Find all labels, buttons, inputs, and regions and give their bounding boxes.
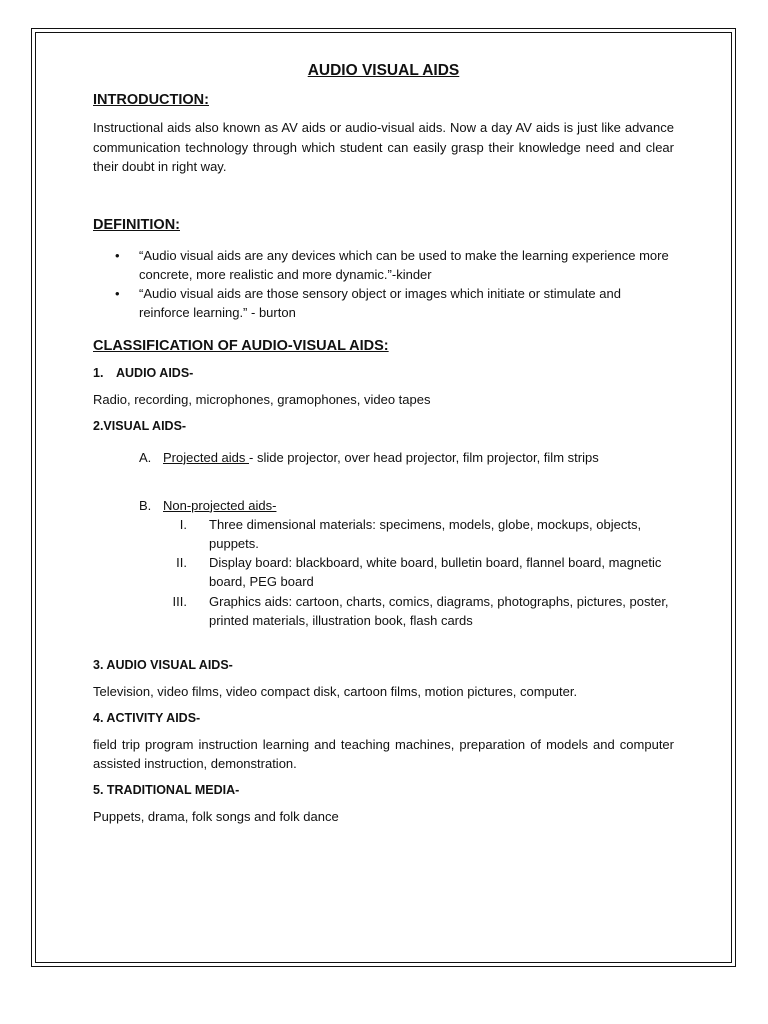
projected-aids-label: Projected aids <box>163 449 249 465</box>
audio-aids-number: 1. <box>93 366 104 381</box>
document-title: AUDIO VISUAL AIDS <box>307 62 460 79</box>
non-projected-aids-label: Non-projected aids- <box>163 497 277 513</box>
non-projected-subitem-text: Display board: blackboard, white board, bulletin board, flannel board, magnetic board, PEG board <box>209 555 662 590</box>
activity-aids-heading: 4. ACTIVITY AIDS- <box>93 710 201 725</box>
bullet-icon: • <box>115 285 120 301</box>
roman-marker: II. <box>176 555 187 571</box>
audio-aids-heading <box>93 366 674 380</box>
classification-heading: CLASSIFICATION OF AUDIO-VISUAL AIDS: <box>93 338 389 355</box>
activity-aids-text: field trip program instruction learning and teaching machines, preparation of models and computer assisted instruction, demonstration. <box>93 736 674 772</box>
document-body <box>93 62 674 826</box>
audio-visual-aids-heading: 3. AUDIO VISUAL AIDS- <box>93 658 233 673</box>
audio-aids-text: Radio, recording, microphones, gramophones, video tapes <box>93 392 431 408</box>
audio-aids-label: AUDIO AIDS- <box>116 366 194 381</box>
introduction-text: Instructional aids also known as AV aids or audio-visual aids. Now a day AV aids is just like advance communication technology through which student can easily grasp their knowledge need and clear their doubt in right way. <box>93 120 674 174</box>
non-projected-subitem <box>93 592 674 630</box>
non-projected-subitem <box>93 515 674 553</box>
non-projected-aids-marker: B. <box>139 497 152 513</box>
non-projected-subitem-text: Three dimensional materials: specimens, models, globe, mockups, objects, puppets. <box>209 516 642 552</box>
definition-item <box>93 246 674 284</box>
roman-marker: III. <box>172 593 187 609</box>
introduction-heading: INTRODUCTION: <box>93 92 209 108</box>
bullet-icon: • <box>115 247 120 263</box>
non-projected-aids-item <box>93 496 674 515</box>
traditional-media-heading: 5. TRADITIONAL MEDIA- <box>93 782 240 797</box>
definition-item-text: “Audio visual aids are any devices which can be used to make the learning experience more concrete, more realistic and more dynamic.”-kinder <box>139 247 669 282</box>
traditional-media-text: Puppets, drama, folk songs and folk dance <box>93 808 339 824</box>
definition-item-text: “Audio visual aids are those sensory object or images which initiate or stimulate and reinforce learning.” - burton <box>139 285 621 321</box>
projected-aids-item <box>93 448 674 467</box>
visual-aids-heading: 2.VISUAL AIDS- <box>93 418 187 433</box>
projected-aids-text: - slide projector, over head projector, film projector, film strips <box>249 449 599 465</box>
projected-aids-marker: A. <box>139 449 152 465</box>
roman-marker: I. <box>179 516 187 532</box>
non-projected-subitem-text: Graphics aids: cartoon, charts, comics, diagrams, photographs, pictures, poster, printed materials, illustration book, flash cards <box>209 593 669 628</box>
audio-visual-aids-text: Television, video films, video compact disk, cartoon films, motion pictures, computer. <box>93 684 578 700</box>
definition-heading: DEFINITION: <box>93 216 180 233</box>
non-projected-subitem <box>93 553 674 591</box>
definition-list <box>93 246 674 323</box>
definition-item <box>93 284 674 322</box>
